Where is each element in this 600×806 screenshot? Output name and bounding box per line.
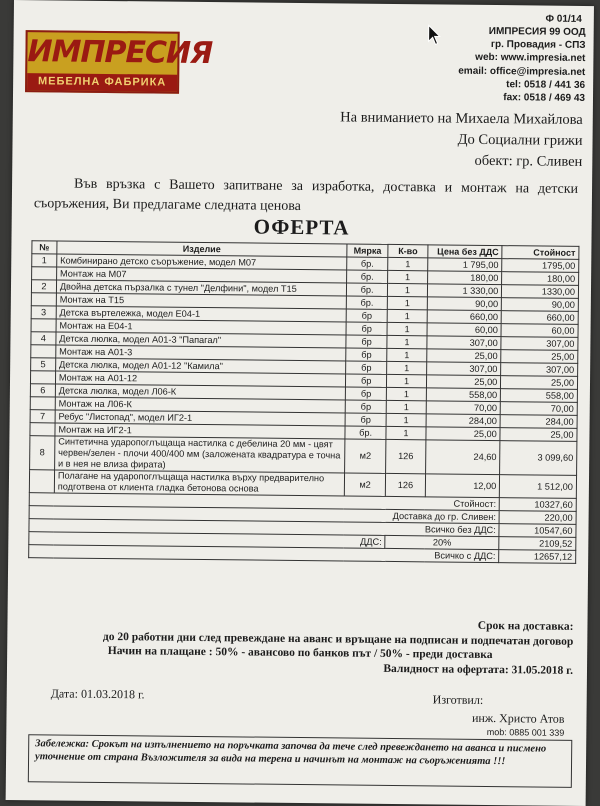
- row-unit: бр.: [345, 426, 387, 439]
- offer-validity: Валидност на офертата: 31.05.2018 г.: [383, 662, 574, 677]
- row-price: 558,00: [426, 388, 501, 402]
- header-product: Изделие: [57, 241, 347, 257]
- row-no: [30, 397, 55, 410]
- row-product: Детска въртележка, модел Е04-1: [56, 306, 346, 322]
- recipient-block: [340, 107, 583, 173]
- row-qty: 126: [386, 473, 426, 496]
- row-price: 70,00: [426, 401, 501, 415]
- row-price: 284,00: [426, 414, 501, 428]
- row-unit: бр: [345, 387, 387, 400]
- row-value: 660,00: [501, 311, 578, 325]
- row-unit: бр: [345, 374, 387, 387]
- logo-main-text: ИМПРЕСИЯ: [27, 34, 213, 72]
- row-unit: бр: [346, 348, 388, 361]
- net-total-label: Всичко без ДДС:: [29, 519, 499, 537]
- offer-date: Дата: 01.03.2018 г.: [50, 686, 145, 702]
- company-tel: tel: 0518 / 441 36: [506, 78, 586, 91]
- row-no: 3: [31, 306, 56, 319]
- header-value: Стойност: [502, 246, 579, 260]
- row-qty: 1: [386, 426, 425, 439]
- row-price: 12,00: [425, 474, 500, 498]
- total-value-label: Стойност:: [29, 493, 499, 511]
- engineer-mobile: mob: 0885 001 339: [486, 726, 565, 738]
- row-value: 25,00: [501, 350, 578, 364]
- row-value: 90,00: [502, 298, 579, 312]
- table-row: [30, 436, 577, 476]
- row-unit: бр.: [346, 270, 388, 283]
- row-qty: 1: [387, 387, 426, 400]
- company-fax: fax: 0518 / 469 43: [503, 92, 586, 105]
- row-product: Полагане на ударопоглъщаща настилка върху предварително подготвена от клиента гладка бетонова основа: [54, 470, 344, 496]
- row-price: 60,00: [427, 323, 502, 337]
- row-unit: м2: [344, 473, 386, 496]
- row-product: Монтаж на Т15: [56, 293, 346, 309]
- row-no: [32, 267, 57, 280]
- row-unit: бр: [345, 413, 387, 426]
- row-unit: бр.: [346, 283, 388, 296]
- row-unit: бр: [346, 361, 388, 374]
- row-product: Монтаж на Л06-К: [55, 397, 345, 413]
- row-price: 180,00: [427, 271, 502, 285]
- form-code: Ф 01/14: [545, 13, 582, 25]
- company-email: email: office@impresia.net: [458, 65, 586, 78]
- row-no: [30, 423, 55, 436]
- row-value: 1795,00: [502, 259, 579, 273]
- row-qty: 1: [387, 361, 426, 374]
- row-product: Двойна детска пързалка с тунел "Делфини", модел Т15: [56, 280, 346, 296]
- row-price: 25,00: [426, 349, 501, 363]
- row-value: 1 512,00: [500, 475, 577, 499]
- logo-sub-text: МЕБЕЛНА ФАБРИКА: [27, 73, 177, 92]
- offer-document: [6, 0, 594, 806]
- row-no: 1: [32, 254, 57, 267]
- row-product: Детска люлка, модел А01-12 "Камила": [55, 358, 345, 374]
- row-no: 7: [30, 410, 55, 423]
- row-qty: 1: [388, 296, 427, 309]
- row-value: 284,00: [500, 415, 577, 429]
- row-qty: 1: [388, 270, 427, 283]
- row-value: 70,00: [500, 402, 577, 416]
- row-no: [29, 470, 54, 493]
- terms-block: [27, 614, 574, 678]
- row-qty: 1: [387, 400, 426, 413]
- gross-total-label: Всичко с ДДС:: [29, 545, 499, 563]
- vat-value: 2109,52: [499, 537, 576, 551]
- delivery-value: 220,00: [499, 511, 576, 525]
- engineer-name: инж. Христо Атов: [471, 710, 565, 726]
- row-unit: бр.: [347, 257, 389, 270]
- header-qty: К-во: [388, 244, 427, 257]
- row-product: Монтаж на А01-3: [56, 345, 346, 361]
- row-unit: бр: [346, 309, 388, 322]
- row-qty: 1: [388, 283, 427, 296]
- row-qty: 1: [387, 348, 426, 361]
- row-unit: бр: [345, 400, 387, 413]
- company-logo: [25, 30, 213, 94]
- row-value: 180,00: [502, 272, 579, 286]
- row-product: Детска люлка, модел А01-3 "Папагал": [56, 332, 346, 348]
- row-unit: м2: [344, 439, 386, 473]
- row-price: 1 795,00: [427, 258, 502, 272]
- vat-rate: 20%: [385, 535, 499, 549]
- row-price: 25,00: [426, 375, 501, 389]
- mouse-cursor-icon: [428, 24, 442, 46]
- row-price: 307,00: [427, 336, 502, 350]
- row-product: Монтаж на М07: [56, 267, 346, 283]
- offer-title: ОФЕРТА: [253, 214, 350, 240]
- note-box: Забележка: Срокът на изпълнението на поръчката започва да тече след превеждането на аванса и писмено уточнение от страна Възложителя за вида на терена и начинът на монтаж на съоръженията !!!: [28, 734, 572, 788]
- row-value: 307,00: [501, 337, 578, 351]
- company-info: [458, 25, 586, 106]
- row-value: 60,00: [501, 324, 578, 338]
- row-no: 6: [30, 384, 55, 397]
- row-product: Монтаж на А01-12: [55, 371, 345, 387]
- delivery-label: Доставка до гр. Сливен:: [29, 506, 499, 524]
- payment-terms: Начин на плащане : 50% - авансово по банков път / 50% - преди доставка: [107, 645, 493, 662]
- header-no: №: [32, 241, 57, 254]
- row-product: Монтаж на ИГ2-1: [55, 423, 345, 439]
- row-qty: 126: [386, 439, 426, 473]
- row-qty: 1: [387, 322, 426, 335]
- delivery-term-text: до 20 работни дни след превеждане на аванс и връщане на подписан и подпечатан договор: [102, 630, 574, 648]
- row-unit: бр: [346, 322, 388, 335]
- row-price: 307,00: [426, 362, 501, 376]
- row-no: [30, 371, 55, 384]
- row-value: 3 099,60: [500, 441, 577, 476]
- recipient-attention: На вниманието на Михаела Михайлова: [340, 109, 583, 128]
- row-price: 24,60: [425, 440, 500, 475]
- vat-label: ДДС:: [29, 532, 385, 549]
- row-no: 4: [31, 332, 56, 345]
- company-web: web: www.impresia.net: [475, 52, 586, 65]
- row-no: [31, 345, 56, 358]
- intro-paragraph: Във връзка с Вашето запитване за изработка, доставка и монтаж на детски съоръжения, Ви предлагаме следната ценова: [33, 176, 579, 215]
- row-price: 90,00: [427, 297, 502, 311]
- row-value: 25,00: [501, 376, 578, 390]
- delivery-term-label: Срок на доставка:: [477, 619, 574, 633]
- company-name: ИМПРЕСИЯ 99 ООД: [488, 25, 586, 38]
- row-qty: 1: [387, 335, 426, 348]
- row-qty: 1: [387, 374, 426, 387]
- row-no: [31, 319, 56, 332]
- engineer-signature: [472, 711, 565, 740]
- row-product: Комбинирано детско съоръжение, модел М07: [57, 254, 347, 270]
- total-value: 10327,60: [499, 498, 576, 512]
- row-price: 660,00: [427, 310, 502, 324]
- row-value: 307,00: [501, 363, 578, 377]
- gross-total-value: 12657,12: [499, 550, 576, 564]
- row-unit: бр.: [346, 296, 388, 309]
- net-total-value: 10547,60: [499, 524, 576, 538]
- row-value: 25,00: [500, 428, 577, 442]
- row-no: 5: [31, 358, 56, 371]
- row-qty: 1: [386, 413, 425, 426]
- row-value: 1330,00: [502, 285, 579, 299]
- company-city: гр. Провадия - СПЗ: [490, 39, 586, 52]
- recipient-organization: До Социални грижи: [457, 131, 583, 149]
- row-no: [31, 293, 56, 306]
- row-value: 558,00: [501, 389, 578, 403]
- row-qty: 1: [388, 257, 427, 270]
- row-product: Детска люлка, модел Л06-К: [55, 384, 345, 400]
- prepared-by-label: Изготвил:: [432, 692, 484, 707]
- header-price: Цена без ДДС: [428, 245, 503, 259]
- row-unit: бр: [346, 335, 388, 348]
- offer-table: [28, 240, 579, 564]
- row-price: 1 330,00: [427, 284, 502, 298]
- row-no: 8: [30, 436, 55, 470]
- recipient-site: обект: гр. Сливен: [474, 152, 583, 170]
- header-unit: Мярка: [347, 244, 389, 257]
- row-product: Ребус "Листопад", модел ИГ2-1: [55, 410, 345, 426]
- row-product: Синтетична ударопоглъщаща настилка с дебелина 20 мм - цвят червен/зелен - плочи 400/400 мм (заложената квадратура е точна и в нея не влиза фирата): [54, 436, 344, 473]
- row-qty: 1: [388, 309, 427, 322]
- row-no: 2: [31, 280, 56, 293]
- row-price: 25,00: [426, 427, 501, 441]
- row-product: Монтаж на Е04-1: [56, 319, 346, 335]
